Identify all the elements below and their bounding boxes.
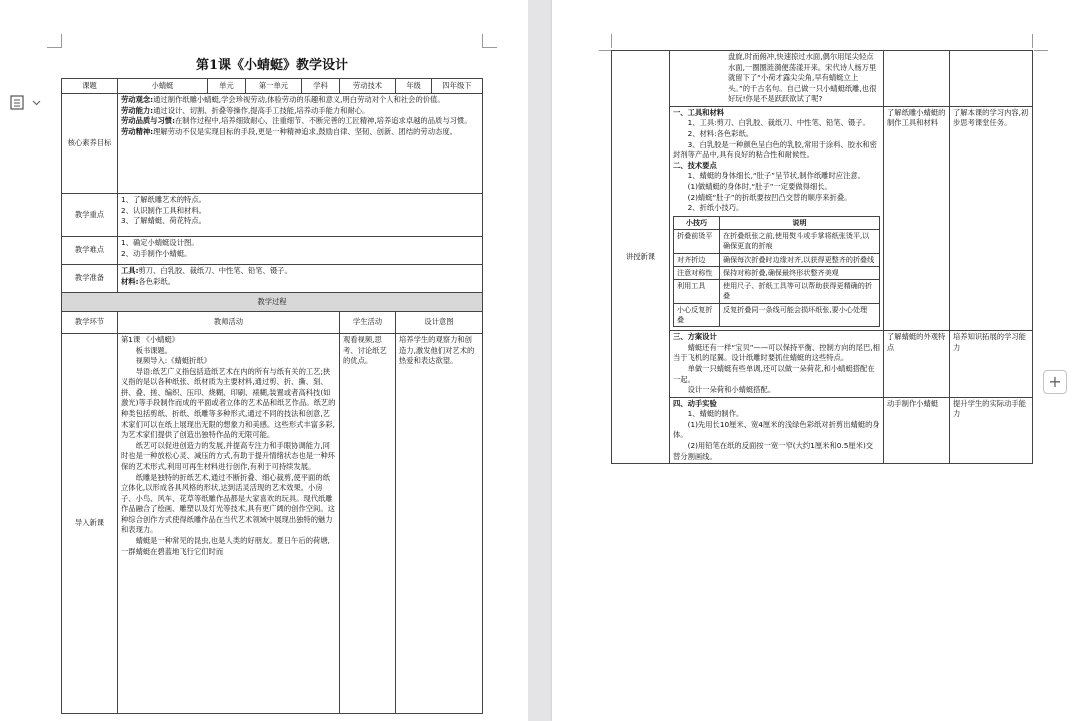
page-gutter [528,0,552,721]
intro-stage: 导入新课 [62,334,118,714]
tip-name: 小心反复折叠 [674,303,720,327]
tips-table [673,216,880,328]
crop-mark [483,47,497,48]
text-line: (1)先用长10厘米、宽4厘米的浅绿色彩纸对折剪出蜻蜓的身体。 [673,419,880,440]
add-button[interactable] [1043,370,1067,394]
tip-desc: 反复折叠同一条线可能会损坏纸张,要小心处理 [720,303,880,327]
plus-icon: + [1048,372,1062,391]
goal-item: 劳动品质与习惯:在制作过程中,培养细致耐心、注重细节、不断完善的工匠精神,培养追求卓越的品质与习惯。 [121,116,472,126]
text-line: 视频导入:《蜻蜓折纸》 [135,356,212,366]
subject-value: 劳动技术 [340,79,396,94]
text-line: 1、蜻蜓的身体细长,“肚子”呈节状,制作纸雕时应注意。 [687,171,865,181]
col-teacher: 教师活动 [118,312,340,334]
intro-row [62,334,483,714]
paragraph: 导语:纸艺广义指包括造纸艺术在内的所有与纸有关的工艺;狭义指的是以各种纸张、纸材质为主要材料,通过剪、折、撕、刻、拼、叠、搓、编织、压印、烧糊、印刷、裱糊,装置或者高科技(如激光)等手段制作而成的平面或者立体的艺术品和纸艺作品。纸艺的种类包括剪纸、折纸、纸雕等多种形式,通过不同的技法和创意,艺术家们可以在纸上展现出无限的想象力和美感。这些形式丰富多彩,为艺术家们提供了创造出独特作品的无限可能。 [121,366,336,440]
column-header-row [62,312,483,334]
crop-mark [1032,34,1033,48]
tip-desc: 使用尺子、折纸工具等可以帮助获得更精确的折叠 [720,280,880,304]
col-intent: 设计意图 [396,312,483,334]
difficulties-content [118,237,483,265]
text-line: 2、折纸小技巧。 [687,203,744,213]
table-row [674,280,880,304]
list-item: 3、了解蜻蜓、荷花特点。 [121,216,206,226]
student-activity: 了解蜻蜓的外观特点 [884,331,950,397]
design-intent: 提升学生的实际动手能力 [950,397,1033,463]
empty-cell [950,51,1033,107]
section-heading: 四、动手实验 [673,398,717,408]
prep-content [118,265,483,293]
text-line: 1、蜻蜓的制作。 [687,409,744,419]
core-goals-row [62,94,483,194]
unit-label: 单元 [208,79,246,94]
prep-row [62,265,483,293]
key-points-content [118,194,483,237]
text-line: 第1课 《小蜻蜓》 [121,335,180,344]
tip-name: 折叠前烫平 [674,229,720,253]
teaching-content [670,397,884,463]
tip-name: 利用工具 [674,280,720,304]
section-heading: 三、方案设计 [673,332,717,342]
lesson-plan-table-continued [611,50,1033,464]
tips-header: 小技巧 [674,216,720,229]
text-line: (2)用铅笔在纸的反面按一宽一窄(大约1厘米和0.5厘米)交替分割画线。 [673,440,874,461]
prep-label: 教学准备 [62,265,118,293]
student-activity: 了解纸雕小蜻蜓的制作工具和材料 [884,106,950,330]
intro-design-intent: 培养学生的观察力和创造力,激发他们对艺术的热爱和表达欲望。 [396,334,483,714]
key-points-row [62,194,483,237]
chevron-down-icon [33,101,40,105]
crop-mark [482,34,483,48]
text-line: 板书课题。 [135,345,173,355]
tip-desc: 保持对称折叠,确保最终形状整齐美观 [720,266,880,279]
paragraph: 纸艺可以促进创造力的发展,并提高专注力和手眼协调能力,同时也是一种放松心灵、减压的方式,有助于提升情绪状态也是一种环保的艺术形式,利用可再生材料进行创作,有利于可持续发展。 [121,440,335,471]
new-lesson-row-start [612,51,1033,107]
info-row [62,79,483,94]
table-row [674,229,880,253]
difficulties-label: 教学难点 [62,237,118,265]
design-intent: 培养知识拓展的学习能力 [950,331,1033,397]
tip-desc: 在折叠纸张之前,使用熨斗或手掌将纸张烫平,以确保更直的折痕 [720,229,880,253]
tip-name: 注意对称性 [674,266,720,279]
grade-value: 四年级下 [432,79,483,94]
list-item: 2、认识制作工具和材料。 [121,205,206,215]
text-line: 单做一只蜻蜓有些单调,还可以做一朵荷花,和小蜻蜓搭配在一起。 [673,363,875,384]
document-page-left [0,0,528,721]
text-line: 2、材料:各色彩纸。 [687,129,754,139]
empty-cell [884,51,950,107]
continued-text: 盘旋,时而俯冲,快速掠过水面,偶尔用尾尖轻点水面,一圈圈涟漪便荡漾开来。宋代诗人杨万里就留下了“小荷才露尖尖角,早有蜻蜓立上头。”的千古名句。自己做一只小蜻蜓纸雕,也很好玩!你是不是跃跃欲试了呢? [670,51,884,107]
col-stage: 教学环节 [62,312,118,334]
crop-mark [47,47,61,48]
section-heading: 二、技术要点 [673,160,717,170]
paragraph: 蜻蜓是一种常见的昆虫,也是人类的好朋友。夏日午后的荷塘,一群蜻蜓在碧蓝地飞行它们时而 [121,535,330,556]
list-item: 1、确定小蜻蜓设计图。 [121,238,199,247]
process-header-row [62,293,483,312]
intro-teacher-activity [118,334,340,714]
difficulties-row [62,237,483,265]
new-lesson-stage: 讲授新课 [612,51,670,464]
table-row [674,253,880,266]
lesson-plan-table [61,78,483,714]
col-student: 学生活动 [340,312,396,334]
goal-item: 劳动精神:理解劳动不仅是实现目标的手段,更是一种精神追求,鼓励自律、坚韧、创新、团结的劳动态度。 [121,126,457,136]
table-row [674,303,880,327]
tips-desc-header: 说明 [720,216,880,229]
crop-mark [61,34,62,48]
text-line: (2)蜻蜓“肚子”的折纸要按凹凸交替的顺序来折叠。 [687,192,852,202]
core-goals-label: 核心素养目标 [62,94,118,194]
materials-line: 材料:各色彩纸。 [121,276,175,286]
crop-mark [611,34,612,48]
teaching-content [670,106,884,330]
teaching-content [670,331,884,397]
document-title: 第1课《小蜻蜓》教学设计 [195,58,349,73]
goal-item: 劳动观念:通过制作纸雕小蜻蜓,学会珍视劳动,体验劳动的乐趣和意义,明白劳动对个人和社会的价值。 [121,95,445,104]
crop-mark [1034,50,1048,51]
text-line: (1)做蜻蜓的身体时,“肚子”一定要做得细长。 [687,181,832,191]
core-goals-content [118,94,483,194]
process-header: 教学过程 [62,293,483,312]
practice-section-row [612,397,1033,463]
tip-desc: 确保每次折叠时边缘对齐,以获得更整齐的折叠线 [720,253,880,266]
tools-section-row [612,106,1033,330]
text-line: 1、工具:剪刀、白乳胶、裁纸刀、中性笔、铅笔、镊子。 [687,118,870,128]
subject-label: 学科 [302,79,340,94]
outline-toggle[interactable] [8,93,44,113]
table-row [674,266,880,279]
topic-value: 小蜻蜓 [118,79,208,94]
text-line: 3、白乳胶是一种颜色呈白色的乳胶,常用于涂料、胶水和密封剂等产品中,具有良好的粘合性和耐候性。 [673,139,877,160]
text-line: 蜻蜓还有一样“宝贝”——可以保持平衡、控制方向的尾巴,相当于飞机的尾翼。设计纸雕时要抓住蜻蜓的这些特点。 [673,342,880,363]
list-item: 2、动手制作小蜻蜓。 [121,248,192,258]
design-intent: 了解本课的学习内容,初步思考课堂任务。 [950,106,1033,330]
section-heading: 一、工具和材料 [673,107,725,117]
outline-icon [8,93,44,113]
unit-value: 第一单元 [246,79,302,94]
topic-label: 课题 [62,79,118,94]
tools-line: 工具:剪刀、白乳胶、裁纸刀、中性笔、铅笔、镊子。 [121,266,292,275]
design-section-row [612,331,1033,397]
key-points-label: 教学重点 [62,194,118,237]
tip-name: 对齐折边 [674,253,720,266]
intro-student-activity: 观看视频,思考、讨论纸艺的优点。 [340,334,396,714]
goal-item: 劳动能力:通过设计、切割、折叠等操作,提高手工技能,培养动手能力和耐心。 [121,105,370,115]
grade-label: 年级 [396,79,432,94]
text-line: 设计一朵荷和小蜻蜓搭配。 [687,385,776,395]
list-item: 1、了解纸雕艺术的特点。 [121,195,206,204]
paragraph: 纸雕是独特的折纸艺术,通过不断折叠、细心裁剪,使平面的纸立体化,以形成各具风格的形状,达到活灵活现的艺术效果。小房子、小鸟、风车、花草等纸雕作品都是大家喜欢的玩具。现代纸雕作品融合了绘画、雕塑以及灯光等技术,具有更广阔的创作空间。这种综合创作方式使得纸雕作品在当代艺术领域中展现出独特的魅力和表现力。 [121,472,335,535]
student-activity: 动手制作小蜻蜓 [884,397,950,463]
